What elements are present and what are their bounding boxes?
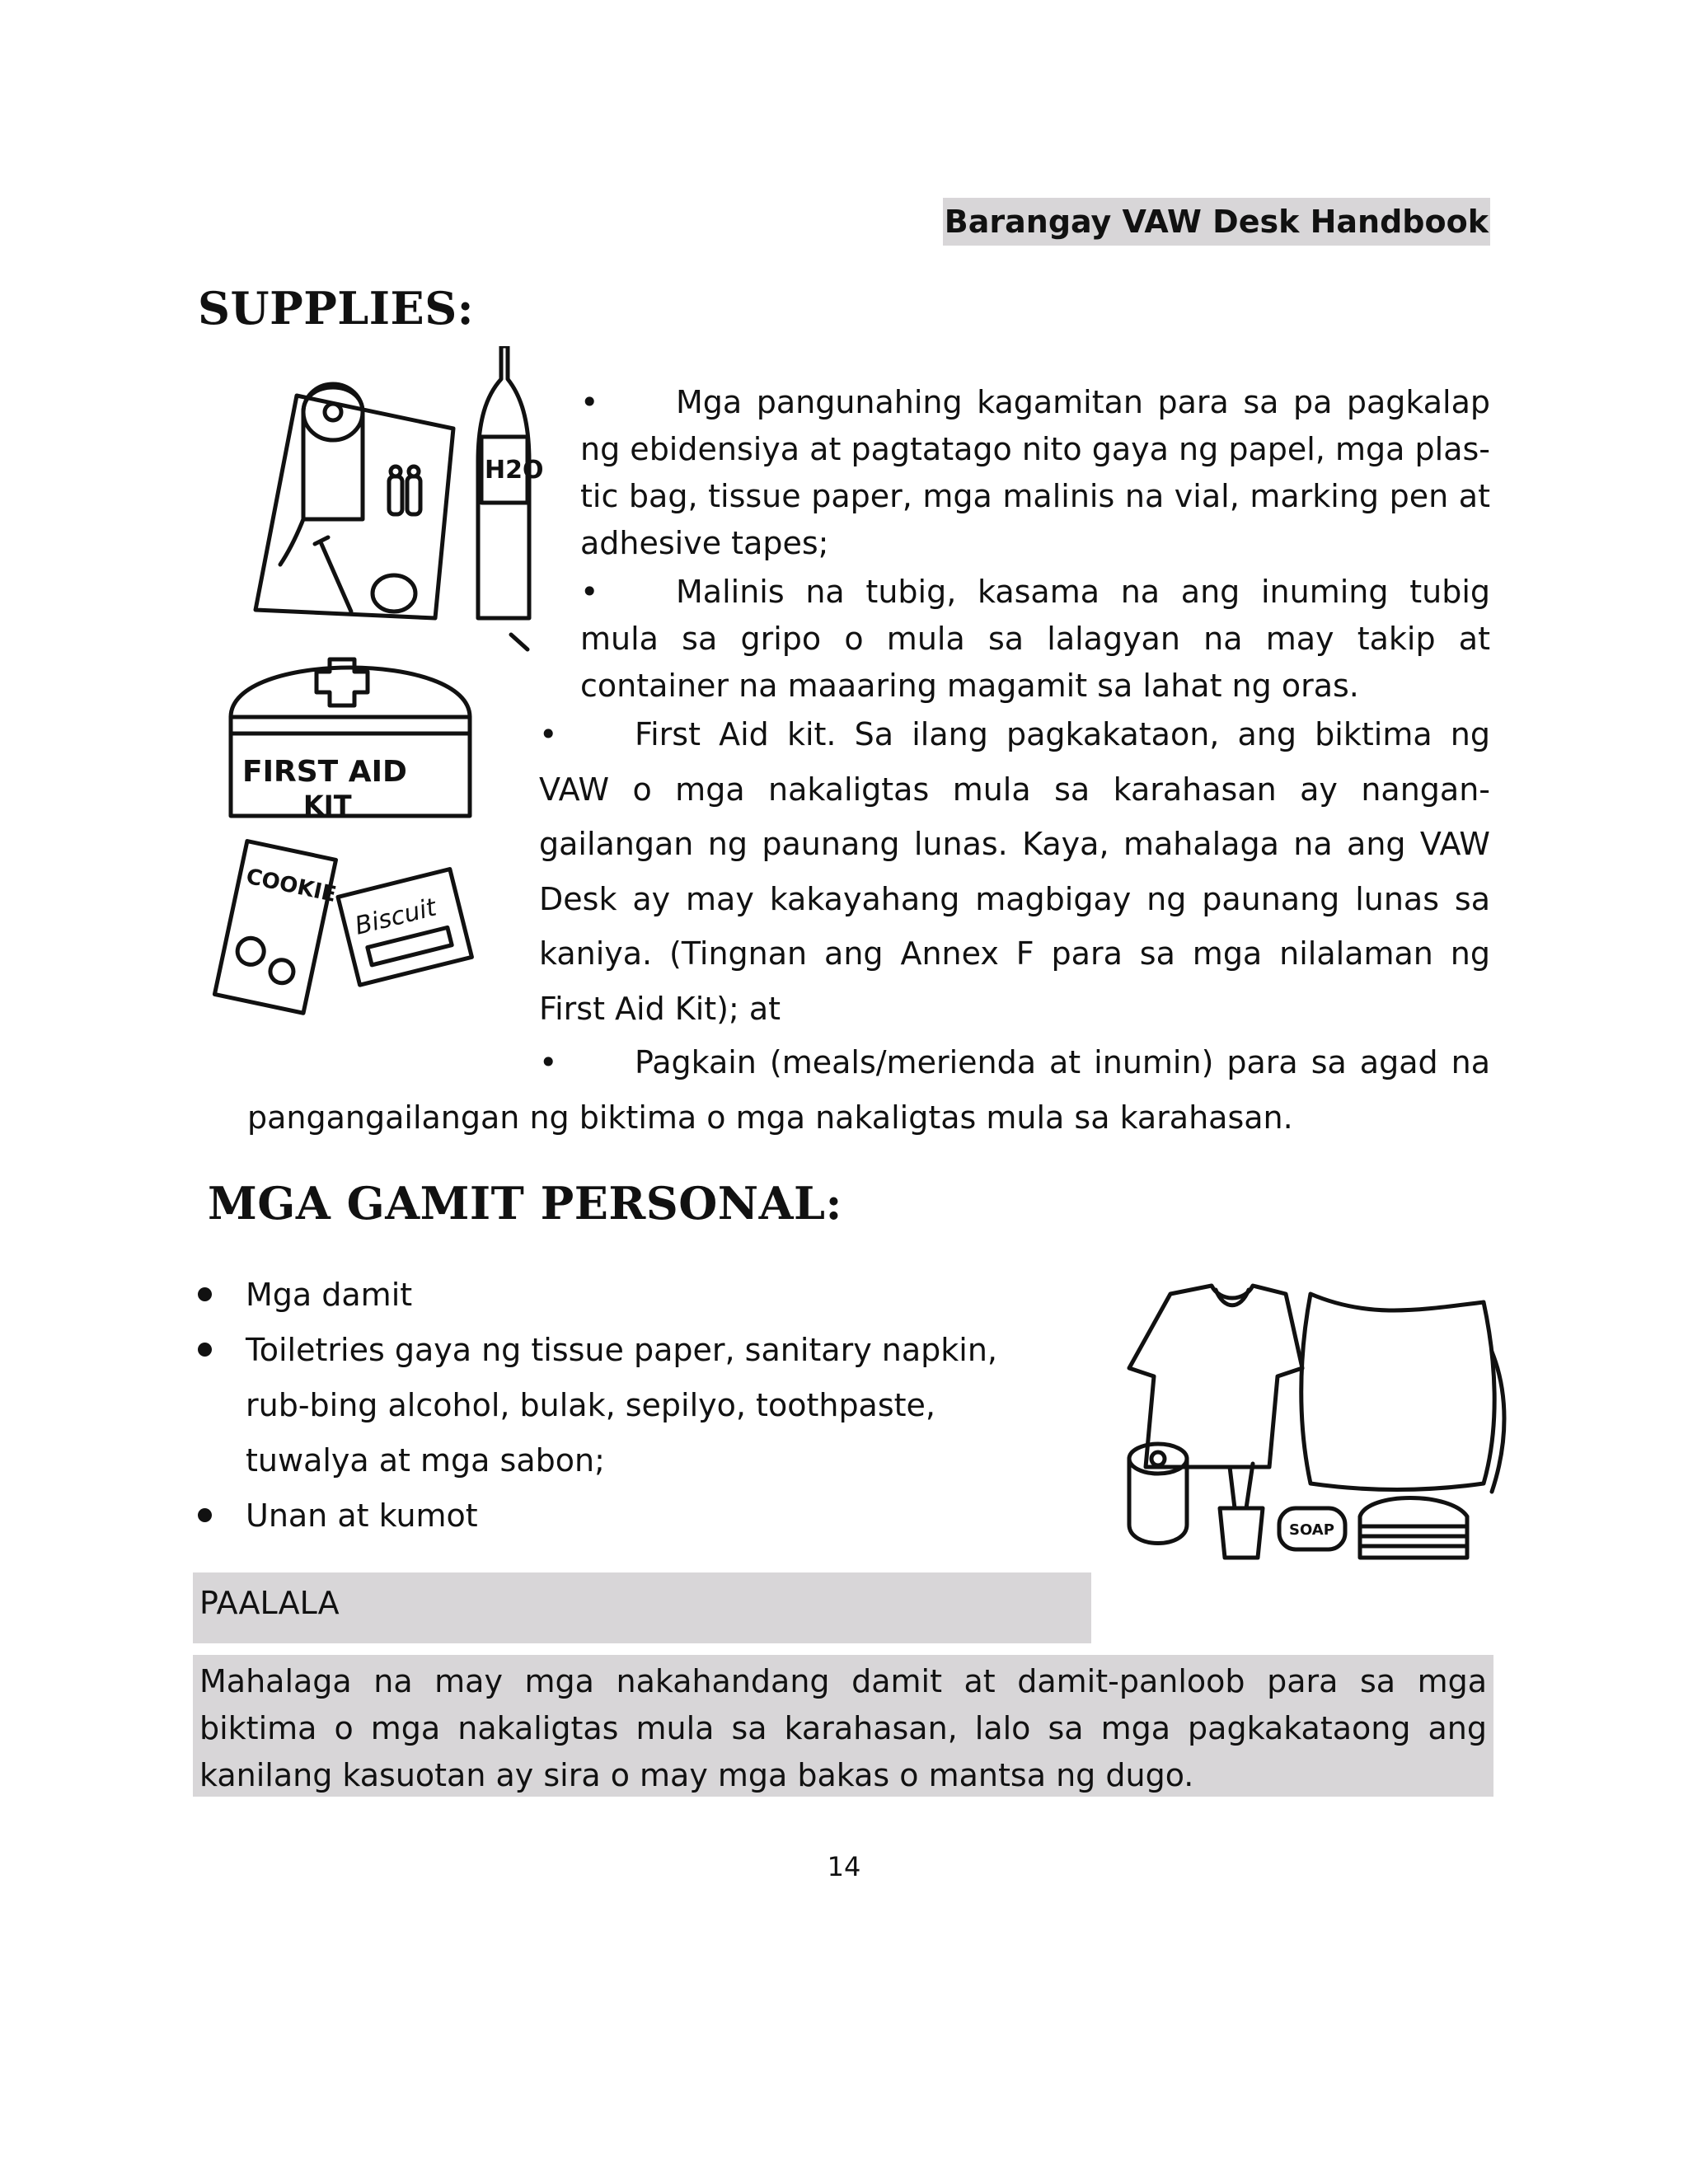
bullet-dot: • [539, 1044, 558, 1080]
cookie-bag-drawing [214, 841, 343, 1015]
personal-item-1-text: Mga damit [246, 1277, 413, 1313]
supplies-bullet-2-text: Malinis na tubig, kasama na ang inuming tubig mula sa gripo o mula sa lalagyan na may takip at container na maaaring magamit sa lahat ng oras. [580, 574, 1490, 704]
personal-title: MGA GAMIT PERSONAL: [208, 1177, 842, 1230]
soap-drawing [1279, 1508, 1345, 1549]
vials-drawing [389, 466, 420, 514]
personal-items-illustration [1121, 1277, 1517, 1582]
tape-drawing [373, 575, 415, 612]
supplies-bullet-1 [580, 379, 1490, 567]
bullet-dot [198, 1343, 212, 1357]
bullet-dot: • [580, 574, 599, 610]
towel-drawing [1360, 1498, 1467, 1558]
note-body: Mahalaga na may mga nakahandang damit at damit-panloob para sa mga biktima o mga nakaligtas mula sa karahasan, lalo sa mga pagkakataong ang kanilang kasuotan ay sira o may mga bakas o mantsa ng dugo. [193, 1655, 1493, 1797]
soap-label: SOAP [1289, 1521, 1334, 1539]
bullet-dot: • [539, 716, 558, 752]
personal-item-3-text: Unan at kumot [246, 1497, 478, 1534]
supplies-bullet-4 [247, 1035, 1490, 1145]
supplies-bullet-1-text: Mga pangunahing kagamitan para sa pa pagkalap ng ebidensiya at pagtatago nito gaya ng papel, mga plas-tic bag, tissue paper, mga malinis na vial, marking pen at adhesive tapes; [580, 384, 1490, 561]
supplies-bullet-3 [539, 707, 1490, 1036]
shirt-drawing [1129, 1286, 1302, 1467]
supplies-bullet-4-text: Pagkain (meals/merienda at inumin) para sa agad na pangangailangan ng biktima o mga nakaligtas mula sa karahasan. [247, 1044, 1490, 1136]
personal-list [193, 1268, 1067, 1544]
bottle-label: H2O [485, 456, 544, 485]
personal-item-2 [193, 1323, 1067, 1488]
kit-label-line2: KIT [303, 790, 352, 821]
biscuit-pack-drawing [338, 869, 471, 986]
bullet-dot [198, 1508, 212, 1522]
page-number: 14 [827, 1851, 861, 1882]
supplies-illustration [206, 346, 552, 1038]
personal-item-3 [193, 1488, 1067, 1544]
marker-pen-drawing [321, 544, 351, 612]
toothbrush-cup-drawing [1220, 1464, 1263, 1558]
note-heading: PAALALA [193, 1572, 1091, 1643]
personal-item-2-text: Toiletries gaya ng tissue paper, sanitary napkin, rub-bing alcohol, bulak, sepilyo, toothpaste, tuwalya at mga sabon; [246, 1332, 997, 1479]
pillow-drawing [1301, 1294, 1504, 1492]
bullet-dot: • [580, 384, 599, 420]
running-header: Barangay VAW Desk Handbook [943, 198, 1490, 246]
first-aid-kit-drawing [231, 659, 470, 821]
kit-label-line1: FIRST AID [242, 755, 407, 789]
water-bottle-drawing [478, 346, 543, 649]
biscuit-label: Biscuit [352, 893, 439, 941]
cookie-label: COOKIE [243, 864, 339, 908]
supplies-bullet-3-text: First Aid kit. Sa ilang pagkakataon, ang biktima ng VAW o mga nakaligtas mula sa karahasan ay nangan-gailangan ng paunang lunas. Kaya, mahalaga na ang VAW Desk ay may kakayahang magbigay ng paunang lunas sa kaniya. (Tingnan ang Annex F para sa mga nilalaman ng First Aid Kit); at [539, 716, 1490, 1027]
personal-item-1 [193, 1268, 1067, 1323]
toilet-roll-drawing [1129, 1444, 1187, 1544]
supplies-bullet-2 [580, 569, 1490, 710]
supplies-title: SUPPLIES: [198, 282, 475, 335]
bullet-dot [198, 1287, 212, 1301]
